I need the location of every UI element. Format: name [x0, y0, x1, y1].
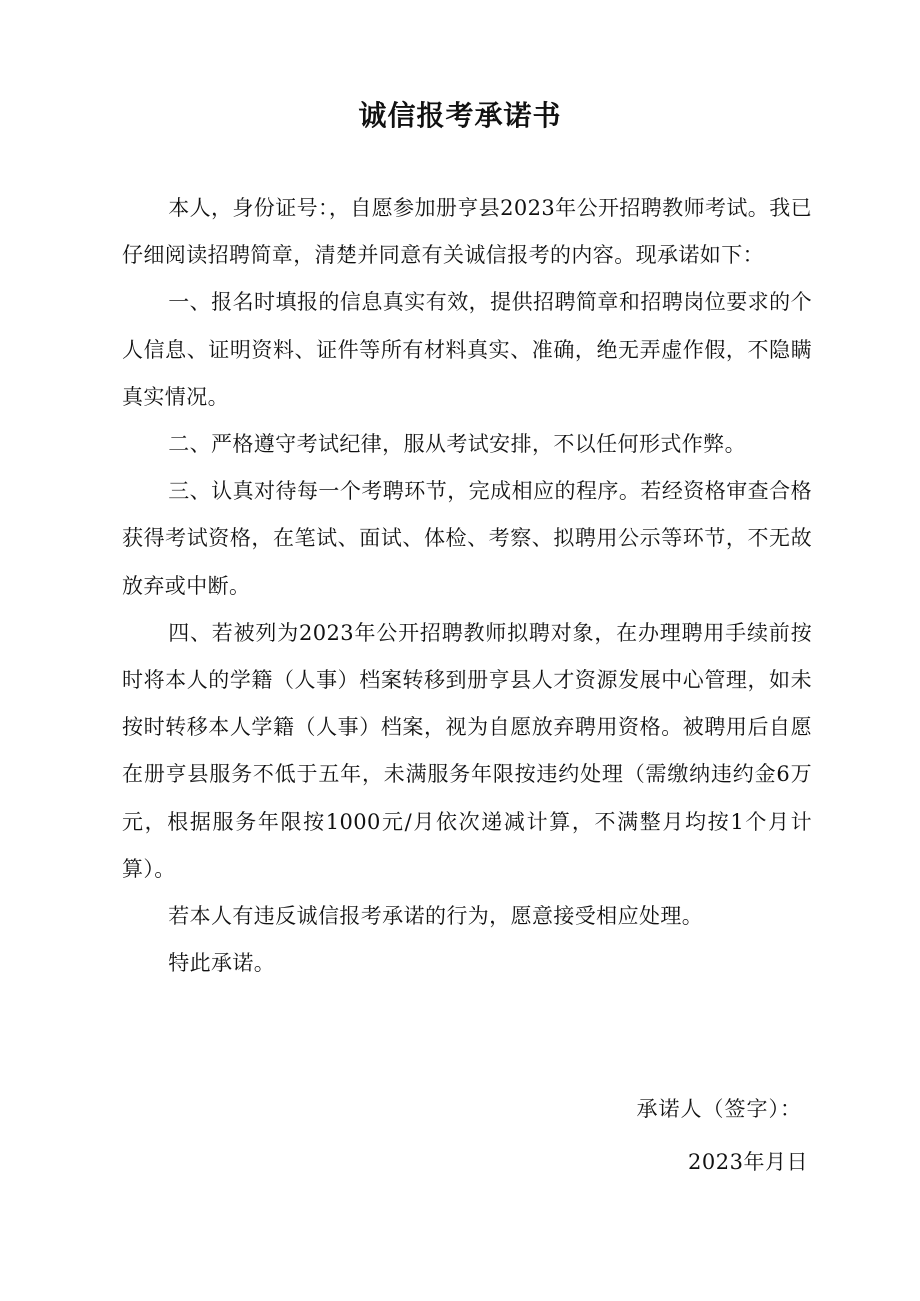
paragraph-intro: 本人，身份证号：，自愿参加册亨县2023年公开招聘教师考试。我已仔细阅读招聘简章，清楚并同意有关诚信报考的内容。现承诺如下： [122, 196, 812, 268]
document-title: 诚信报考承诺书 [358, 99, 562, 132]
paragraph-consequence: 若本人有违反诚信报考承诺的行为，愿意接受相应处理。 [168, 904, 704, 929]
date-label: 2023年月日 [688, 1150, 808, 1174]
paragraph-item-2: 二、严格遵守考试纪律，服从考试安排，不以任何形式作弊。 [168, 432, 746, 457]
document-body [122, 185, 812, 987]
paragraph-closing: 特此承诺。 [168, 951, 276, 976]
signer-label: 承诺人（签字）： [636, 1097, 802, 1121]
paragraph-item-3: 三、认真对待每一个考聘环节，完成相应的程序。若经资格审查合格获得考试资格，在笔试、面试、体检、考察、拟聘用公示等环节，不无故放弃或中断。 [122, 479, 812, 598]
paragraph-item-4: 四、若被列为2023年公开招聘教师拟聘对象，在办理聘用手续前按时将本人的学籍（人事）档案转移到册亨县人才资源发展中心管理，如未按时转移本人学籍（人事）档案，视为自愿放弃聘用资格。被聘用后自愿在册亨县服务不低于五年，未满服务年限按违约处理（需缴纳违约金6万元，根据服务年限按1000元/月依次递减计算，不满整月均按1个月计算）。 [122, 620, 812, 881]
paragraph-item-1: 一、报名时填报的信息真实有效，提供招聘简章和招聘岗位要求的个人信息、证明资料、证件等所有材料真实、准确，绝无弄虚作假，不隐瞒真实情况。 [122, 290, 812, 409]
